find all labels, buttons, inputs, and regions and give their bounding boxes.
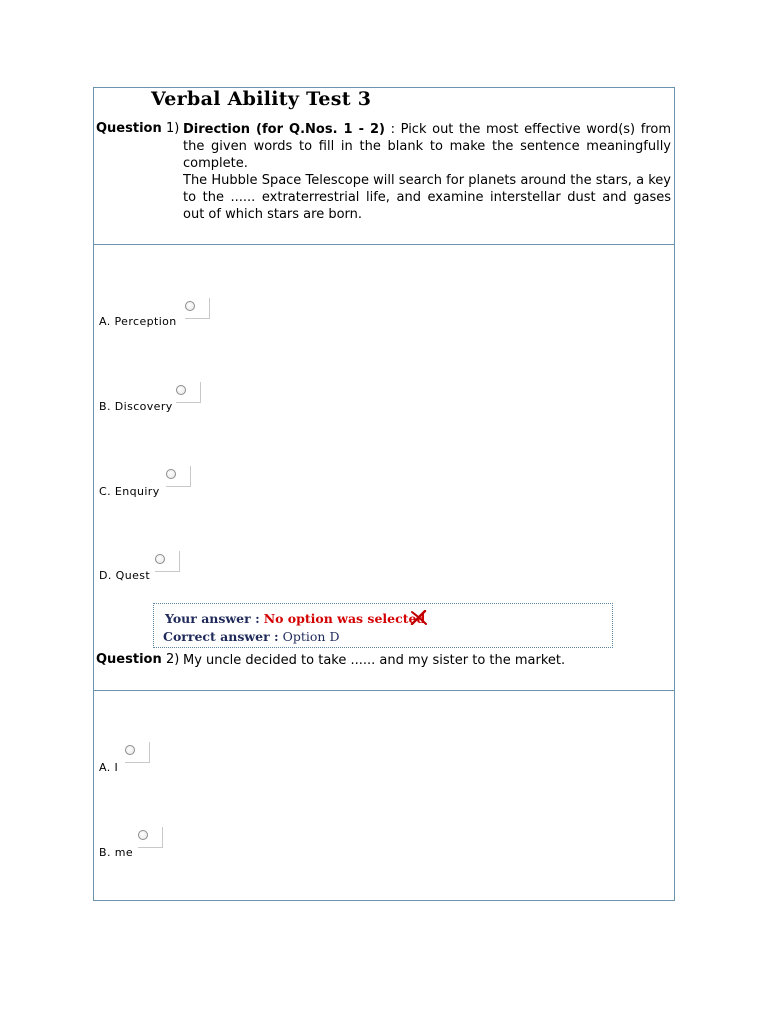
option-c-radio[interactable] [166, 466, 191, 487]
option-a-label: A. I [99, 761, 119, 774]
your-answer-line [165, 611, 425, 626]
radio-icon[interactable] [185, 301, 195, 311]
option-b-label: B. Discovery [99, 400, 173, 413]
option-d-label: D. Quest [99, 569, 151, 582]
radio-icon[interactable] [166, 469, 176, 479]
radio-icon[interactable] [155, 554, 165, 564]
option-d-radio[interactable] [155, 551, 180, 572]
correct-answer-line [163, 629, 339, 644]
option-a-radio[interactable] [185, 298, 210, 319]
radio-icon[interactable] [138, 830, 148, 840]
direction-text: : Pick out the most effective word(s) from the given words to fill in the blank to make the sentence meaningfully complete. [183, 122, 671, 171]
option-b-radio[interactable] [138, 827, 163, 848]
option-b-label: B. me [99, 846, 134, 859]
test-frame [93, 87, 675, 901]
radio-icon[interactable] [176, 385, 186, 395]
test-title: Verbal Ability Test 3 [151, 88, 372, 110]
question-2-label: Question [96, 652, 162, 667]
answer-feedback-box [153, 603, 613, 648]
direction-label: Direction (for Q.Nos. 1 - 2) [183, 122, 385, 137]
option-a-label: A. Perception [99, 315, 177, 328]
option-c-label: C. Enquiry [99, 485, 160, 498]
your-answer-value: No option was selected [263, 611, 426, 626]
divider [94, 244, 674, 245]
question-2-text: My uncle decided to take ...... and my sister to the market. [183, 653, 566, 668]
question-1-label: Question [96, 121, 162, 136]
cross-icon [410, 610, 428, 625]
correct-answer-value: Option D [282, 629, 340, 644]
radio-icon[interactable] [125, 745, 135, 755]
your-answer-label: Your answer : [165, 611, 260, 626]
option-b-radio[interactable] [176, 382, 201, 403]
option-a-radio[interactable] [125, 742, 150, 763]
correct-answer-label: Correct answer : [163, 629, 279, 644]
question-1-text-block [183, 121, 671, 223]
question-1-number: 1) [166, 121, 180, 136]
question-2-number: 2) [166, 652, 180, 667]
question-1-text: The Hubble Space Telescope will search for planets around the stars, a key to the ...... extraterrestrial life, and examine interstellar dust and gases out of which stars are born. [183, 173, 671, 222]
divider [94, 690, 674, 691]
